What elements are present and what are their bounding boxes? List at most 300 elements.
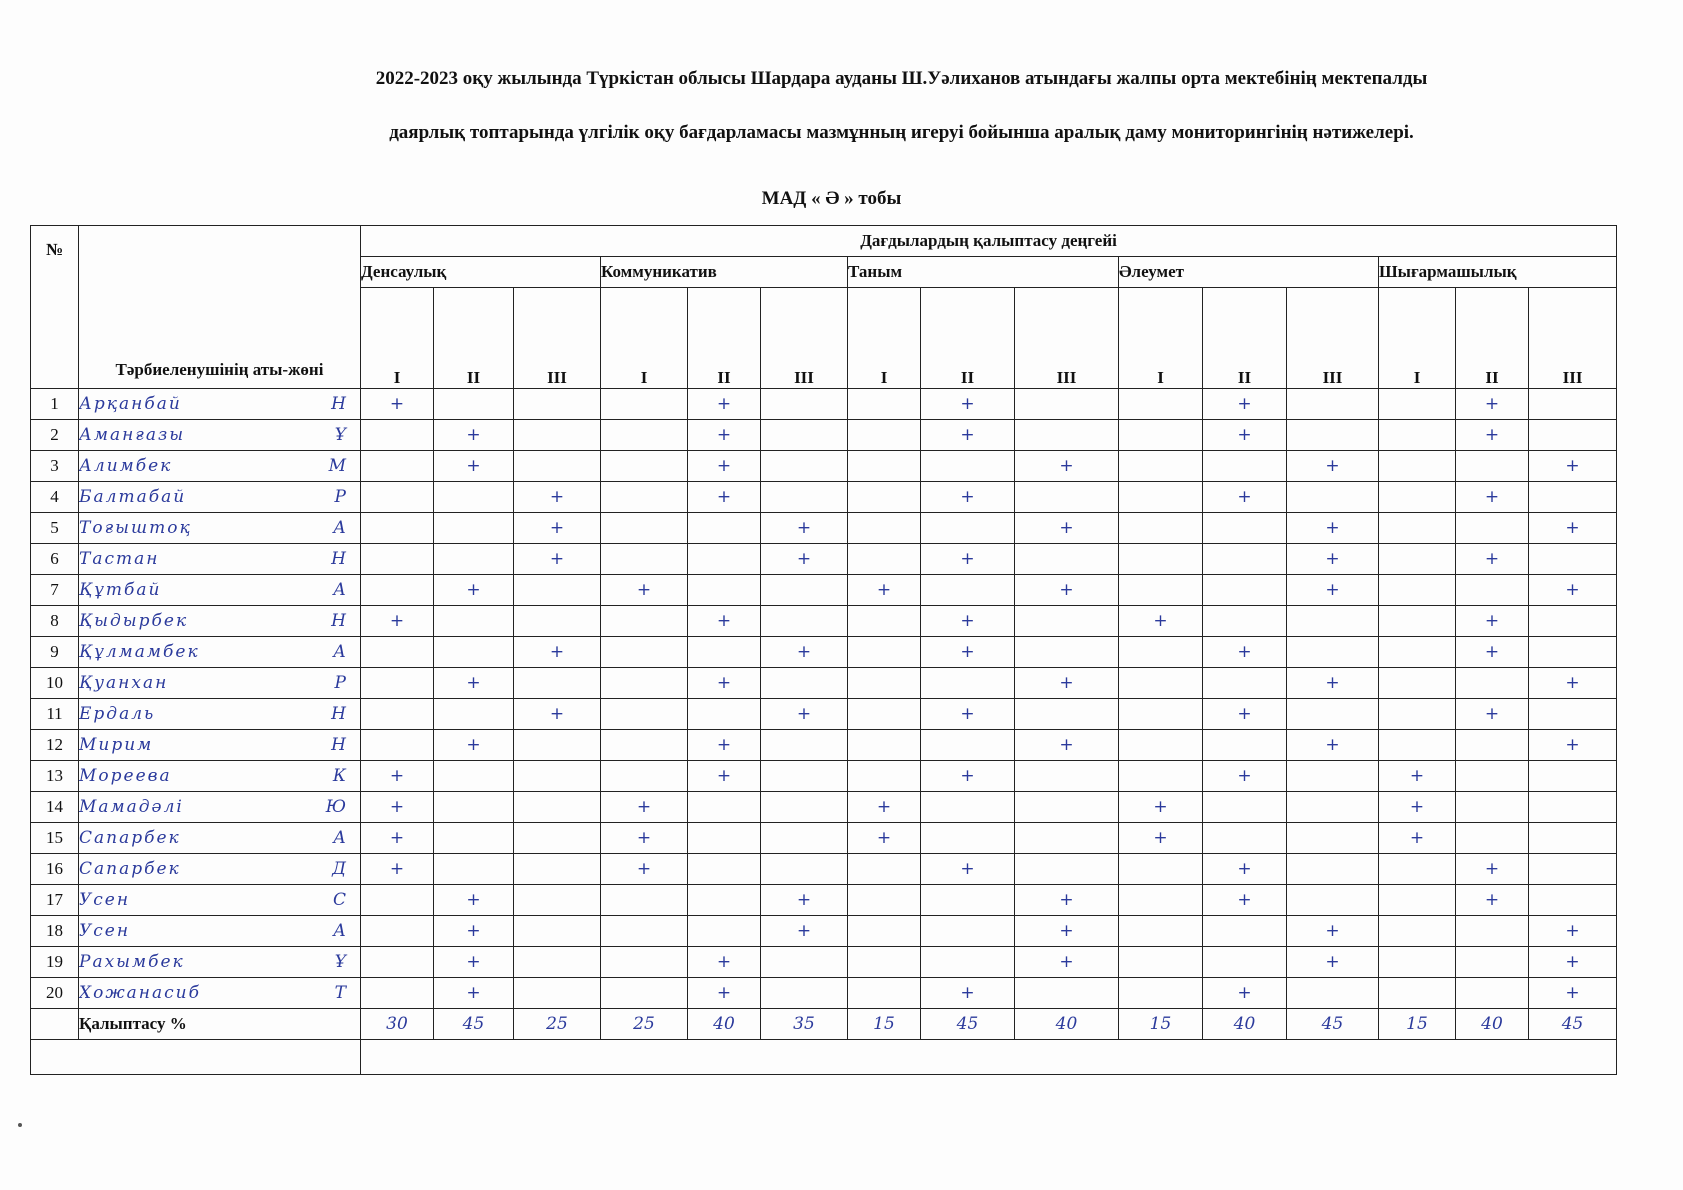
- level-mark: +: [1379, 761, 1456, 792]
- level-mark: +: [921, 978, 1015, 1009]
- skill-group-header: Шығармашылық: [1379, 257, 1617, 288]
- student-initial: А: [333, 642, 348, 662]
- level-mark: [601, 730, 688, 761]
- level-mark: +: [1015, 668, 1119, 699]
- level-mark: +: [434, 947, 514, 978]
- level-mark: [361, 482, 434, 513]
- level-header: III: [1015, 288, 1119, 389]
- level-mark: [361, 451, 434, 482]
- level-mark: +: [514, 699, 601, 730]
- level-mark: [1379, 389, 1456, 420]
- level-mark: +: [361, 606, 434, 637]
- level-mark: [761, 668, 848, 699]
- level-mark: +: [361, 854, 434, 885]
- level-mark: +: [361, 792, 434, 823]
- level-mark: [921, 792, 1015, 823]
- row-number: 14: [31, 792, 79, 823]
- level-mark: [1119, 668, 1203, 699]
- scan-speck: [18, 1123, 22, 1127]
- level-mark: +: [361, 389, 434, 420]
- level-header: III: [514, 288, 601, 389]
- student-surname: Қыдырбек: [79, 611, 189, 631]
- student-surname: Мореева: [79, 766, 172, 786]
- level-mark: [514, 823, 601, 854]
- level-mark: +: [361, 761, 434, 792]
- table-row: [31, 854, 1617, 885]
- percent-value: 40: [1456, 1009, 1529, 1040]
- level-mark: [361, 978, 434, 1009]
- level-mark: [761, 761, 848, 792]
- level-mark: [1015, 792, 1119, 823]
- level-header: I: [1379, 288, 1456, 389]
- level-mark: [361, 420, 434, 451]
- level-mark: [761, 730, 848, 761]
- level-mark: +: [601, 575, 688, 606]
- level-mark: +: [1015, 513, 1119, 544]
- level-mark: [921, 823, 1015, 854]
- student-name: [79, 761, 361, 792]
- level-mark: [1119, 637, 1203, 668]
- percent-value: 35: [761, 1009, 848, 1040]
- level-mark: [761, 823, 848, 854]
- level-mark: [1203, 916, 1287, 947]
- level-mark: +: [1379, 792, 1456, 823]
- level-mark: [848, 389, 921, 420]
- student-surname: Тастан: [79, 549, 160, 569]
- blank-bottom-left: [31, 1040, 361, 1075]
- level-mark: +: [1529, 575, 1617, 606]
- student-surname: Қуанхан: [79, 673, 169, 693]
- level-mark: [1379, 544, 1456, 575]
- level-mark: [361, 513, 434, 544]
- level-mark: [514, 389, 601, 420]
- level-mark: [1203, 823, 1287, 854]
- level-mark: +: [434, 451, 514, 482]
- level-mark: +: [761, 637, 848, 668]
- level-mark: +: [361, 823, 434, 854]
- table-row: [31, 885, 1617, 916]
- level-mark: [1287, 823, 1379, 854]
- level-mark: [1119, 916, 1203, 947]
- level-mark: +: [1203, 699, 1287, 730]
- level-mark: [1379, 916, 1456, 947]
- level-mark: +: [1287, 947, 1379, 978]
- student-initial: Н: [331, 735, 348, 755]
- level-mark: [601, 978, 688, 1009]
- level-mark: +: [601, 792, 688, 823]
- level-mark: [1119, 885, 1203, 916]
- student-surname: Сапарбек: [79, 828, 181, 848]
- footer-empty: [31, 1009, 79, 1040]
- level-mark: +: [1287, 668, 1379, 699]
- level-mark: [761, 451, 848, 482]
- level-mark: +: [1456, 482, 1529, 513]
- student-initial: Н: [331, 704, 348, 724]
- row-number: 3: [31, 451, 79, 482]
- level-mark: +: [1456, 420, 1529, 451]
- level-mark: [1456, 575, 1529, 606]
- level-mark: [1203, 513, 1287, 544]
- level-mark: [921, 916, 1015, 947]
- level-mark: +: [1456, 854, 1529, 885]
- level-mark: [1379, 854, 1456, 885]
- level-mark: +: [434, 916, 514, 947]
- level-mark: +: [1015, 916, 1119, 947]
- level-mark: [1287, 978, 1379, 1009]
- level-header: I: [601, 288, 688, 389]
- student-name: [79, 482, 361, 513]
- skill-group-header: Таным: [848, 257, 1119, 288]
- level-mark: [1287, 854, 1379, 885]
- level-mark: [1456, 978, 1529, 1009]
- level-mark: +: [434, 668, 514, 699]
- level-mark: [1379, 482, 1456, 513]
- student-initial: А: [333, 828, 348, 848]
- student-surname: Арқанбай: [79, 394, 182, 414]
- percent-value: 15: [1379, 1009, 1456, 1040]
- row-number: 1: [31, 389, 79, 420]
- level-mark: [1529, 699, 1617, 730]
- level-mark: [1529, 854, 1617, 885]
- row-number: 12: [31, 730, 79, 761]
- level-mark: [361, 916, 434, 947]
- level-mark: +: [1119, 823, 1203, 854]
- document-title-line-1: 2022-2023 оқу жылында Түркістан облысы Шардара ауданы Ш.Уәлиханов атындағы жалпы орта мектебінің мектепалды: [375, 68, 1428, 89]
- level-mark: [1119, 978, 1203, 1009]
- level-mark: +: [514, 544, 601, 575]
- level-mark: +: [1529, 978, 1617, 1009]
- level-mark: [921, 885, 1015, 916]
- level-mark: [1119, 420, 1203, 451]
- level-mark: [848, 544, 921, 575]
- level-mark: +: [1203, 978, 1287, 1009]
- level-mark: +: [1529, 916, 1617, 947]
- student-name: [79, 823, 361, 854]
- level-mark: +: [848, 575, 921, 606]
- blank-bottom-right: [361, 1040, 1617, 1075]
- level-mark: [848, 699, 921, 730]
- level-mark: [1379, 513, 1456, 544]
- student-name: [79, 916, 361, 947]
- level-mark: [514, 854, 601, 885]
- level-mark: +: [1203, 482, 1287, 513]
- student-initial: А: [333, 580, 348, 600]
- level-mark: [848, 761, 921, 792]
- student-name: [79, 854, 361, 885]
- level-mark: +: [1287, 544, 1379, 575]
- student-initial: С: [332, 890, 348, 910]
- student-surname: Сапарбек: [79, 859, 181, 879]
- level-mark: [1119, 761, 1203, 792]
- level-mark: [1203, 730, 1287, 761]
- level-mark: +: [434, 885, 514, 916]
- level-mark: +: [601, 854, 688, 885]
- level-mark: [1456, 761, 1529, 792]
- percent-value: 40: [1203, 1009, 1287, 1040]
- level-mark: [1379, 730, 1456, 761]
- level-mark: [514, 947, 601, 978]
- level-mark: [1287, 792, 1379, 823]
- level-mark: [1287, 606, 1379, 637]
- student-surname: Тоғыштоқ: [79, 518, 192, 538]
- table-row: [31, 451, 1617, 482]
- level-mark: [1203, 575, 1287, 606]
- table-row: [31, 978, 1617, 1009]
- level-header: I: [361, 288, 434, 389]
- level-mark: [1203, 792, 1287, 823]
- skill-group-header: Денсаулық: [361, 257, 601, 288]
- level-header: III: [1529, 288, 1617, 389]
- level-mark: +: [1456, 544, 1529, 575]
- level-mark: [1119, 575, 1203, 606]
- level-mark: +: [1456, 699, 1529, 730]
- level-mark: +: [921, 637, 1015, 668]
- level-mark: [1456, 513, 1529, 544]
- student-initial: М: [328, 456, 348, 476]
- level-mark: +: [848, 823, 921, 854]
- level-mark: [688, 544, 761, 575]
- level-mark: [761, 792, 848, 823]
- table-row: [31, 389, 1617, 420]
- level-mark: [1203, 668, 1287, 699]
- level-mark: [361, 637, 434, 668]
- level-mark: [1456, 668, 1529, 699]
- student-name: [79, 978, 361, 1009]
- level-mark: [1015, 482, 1119, 513]
- level-mark: [761, 978, 848, 1009]
- level-mark: [1015, 823, 1119, 854]
- student-name: [79, 668, 361, 699]
- level-mark: [601, 761, 688, 792]
- student-name: [79, 389, 361, 420]
- level-mark: +: [688, 761, 761, 792]
- level-mark: [361, 575, 434, 606]
- level-mark: +: [688, 668, 761, 699]
- level-mark: [434, 761, 514, 792]
- level-mark: [1119, 544, 1203, 575]
- level-mark: [514, 916, 601, 947]
- level-mark: [761, 420, 848, 451]
- level-mark: [361, 885, 434, 916]
- level-header: II: [688, 288, 761, 389]
- level-mark: [601, 885, 688, 916]
- level-mark: +: [921, 761, 1015, 792]
- level-mark: [434, 823, 514, 854]
- table-row: [31, 730, 1617, 761]
- level-mark: [921, 730, 1015, 761]
- level-mark: [1529, 606, 1617, 637]
- level-mark: [601, 389, 688, 420]
- student-surname: Мирим: [79, 735, 154, 755]
- row-number: 20: [31, 978, 79, 1009]
- level-mark: [761, 606, 848, 637]
- level-mark: [601, 420, 688, 451]
- level-mark: [1119, 947, 1203, 978]
- level-mark: +: [688, 389, 761, 420]
- level-mark: [434, 792, 514, 823]
- percent-value: 45: [1287, 1009, 1379, 1040]
- table-row: [31, 575, 1617, 606]
- level-mark: [848, 482, 921, 513]
- student-name: [79, 420, 361, 451]
- level-mark: +: [761, 513, 848, 544]
- level-mark: +: [921, 544, 1015, 575]
- level-mark: [688, 513, 761, 544]
- level-mark: +: [688, 606, 761, 637]
- level-header: III: [761, 288, 848, 389]
- student-initial: А: [333, 518, 348, 538]
- skill-group-header: Коммуникатив: [601, 257, 848, 288]
- level-mark: [361, 947, 434, 978]
- level-mark: [921, 513, 1015, 544]
- level-mark: [1119, 482, 1203, 513]
- table-row: [31, 668, 1617, 699]
- row-number: 10: [31, 668, 79, 699]
- level-mark: [601, 668, 688, 699]
- level-mark: [434, 854, 514, 885]
- header-row-1: [31, 226, 1617, 257]
- level-mark: [1379, 575, 1456, 606]
- level-mark: [761, 575, 848, 606]
- number-header: №: [31, 226, 79, 389]
- student-name: [79, 699, 361, 730]
- level-mark: [1203, 451, 1287, 482]
- row-number: 17: [31, 885, 79, 916]
- level-mark: +: [1287, 730, 1379, 761]
- level-mark: [601, 606, 688, 637]
- level-mark: [1119, 513, 1203, 544]
- level-mark: +: [1015, 885, 1119, 916]
- level-mark: [848, 513, 921, 544]
- monitoring-table: [30, 225, 1617, 1075]
- level-mark: [1287, 482, 1379, 513]
- level-header: I: [1119, 288, 1203, 389]
- table-row: [31, 947, 1617, 978]
- level-mark: +: [1203, 761, 1287, 792]
- row-number: 6: [31, 544, 79, 575]
- level-mark: [514, 451, 601, 482]
- level-mark: [688, 575, 761, 606]
- row-number: 13: [31, 761, 79, 792]
- student-name: [79, 730, 361, 761]
- level-mark: [601, 637, 688, 668]
- level-mark: [761, 389, 848, 420]
- level-mark: [921, 451, 1015, 482]
- level-mark: +: [1456, 606, 1529, 637]
- percent-value: 30: [361, 1009, 434, 1040]
- level-mark: +: [434, 575, 514, 606]
- table-row: [31, 513, 1617, 544]
- level-mark: +: [761, 916, 848, 947]
- level-mark: [688, 637, 761, 668]
- level-mark: [848, 854, 921, 885]
- level-mark: [1119, 854, 1203, 885]
- level-mark: +: [921, 420, 1015, 451]
- row-number: 4: [31, 482, 79, 513]
- table-row: [31, 823, 1617, 854]
- level-mark: +: [688, 482, 761, 513]
- level-mark: [434, 513, 514, 544]
- level-mark: [434, 482, 514, 513]
- level-mark: +: [1456, 885, 1529, 916]
- student-name: [79, 606, 361, 637]
- level-mark: [1529, 544, 1617, 575]
- level-mark: +: [761, 885, 848, 916]
- level-mark: [1456, 730, 1529, 761]
- skill-group-header: Әлеумет: [1119, 257, 1379, 288]
- level-mark: [1456, 792, 1529, 823]
- level-mark: [1119, 451, 1203, 482]
- student-surname: Хожанасиб: [79, 983, 201, 1003]
- level-mark: [514, 792, 601, 823]
- level-mark: +: [1529, 947, 1617, 978]
- level-mark: +: [848, 792, 921, 823]
- level-mark: [1015, 606, 1119, 637]
- level-mark: +: [921, 482, 1015, 513]
- level-mark: [514, 668, 601, 699]
- student-name: [79, 947, 361, 978]
- level-header: I: [848, 288, 921, 389]
- percent-value: 45: [921, 1009, 1015, 1040]
- level-mark: [1379, 668, 1456, 699]
- level-mark: [1529, 389, 1617, 420]
- student-initial: К: [332, 766, 348, 786]
- level-mark: [1379, 947, 1456, 978]
- name-header: Тәрбиеленушінің аты-жөні: [79, 226, 361, 389]
- level-mark: [688, 916, 761, 947]
- student-name: [79, 451, 361, 482]
- student-name: [79, 885, 361, 916]
- level-mark: [688, 823, 761, 854]
- level-mark: [848, 885, 921, 916]
- level-mark: +: [688, 978, 761, 1009]
- level-mark: +: [1529, 513, 1617, 544]
- level-mark: [921, 575, 1015, 606]
- level-mark: [1287, 699, 1379, 730]
- level-mark: [848, 947, 921, 978]
- table-row: [31, 792, 1617, 823]
- student-initial: Н: [331, 549, 348, 569]
- blank-bottom-row: [31, 1040, 1617, 1075]
- level-mark: +: [1456, 637, 1529, 668]
- level-mark: [601, 947, 688, 978]
- level-mark: [848, 637, 921, 668]
- level-mark: +: [1119, 792, 1203, 823]
- table-row: [31, 482, 1617, 513]
- row-number: 8: [31, 606, 79, 637]
- row-number: 5: [31, 513, 79, 544]
- percent-value: 45: [434, 1009, 514, 1040]
- row-number: 9: [31, 637, 79, 668]
- row-number: 16: [31, 854, 79, 885]
- level-mark: [1456, 947, 1529, 978]
- level-mark: [848, 730, 921, 761]
- level-mark: [434, 606, 514, 637]
- student-surname: Балтабай: [79, 487, 187, 507]
- level-mark: +: [1015, 451, 1119, 482]
- student-surname: Құтбай: [79, 580, 162, 600]
- level-mark: [1287, 885, 1379, 916]
- level-mark: [1379, 606, 1456, 637]
- percent-value: 15: [1119, 1009, 1203, 1040]
- level-mark: +: [688, 451, 761, 482]
- level-mark: [1119, 699, 1203, 730]
- row-number: 15: [31, 823, 79, 854]
- student-initial: Ұ: [334, 952, 348, 972]
- level-mark: +: [514, 513, 601, 544]
- level-mark: +: [1379, 823, 1456, 854]
- level-mark: +: [514, 482, 601, 513]
